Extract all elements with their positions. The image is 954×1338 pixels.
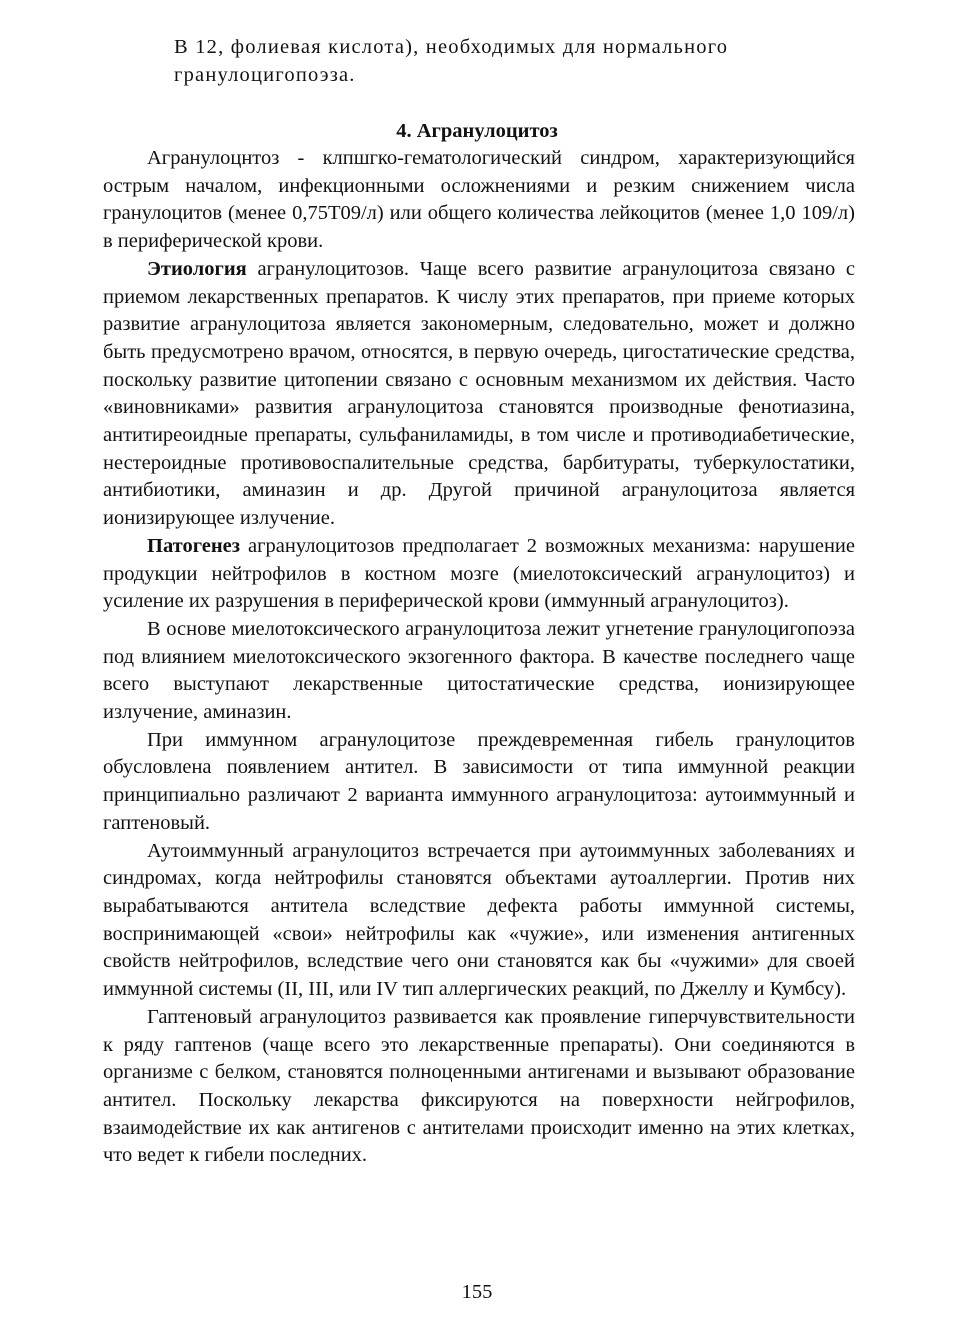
intro-line-2: гранулоцигопоэза. [174,63,356,86]
intro-text [174,34,855,89]
paragraph-lead-etiology: Этиология [147,257,247,280]
paragraph-immune [103,727,855,838]
paragraph-text: агранулоцитозов предполагает 2 возможных механизма: нарушение продукции нейтрофилов в костном мозге (миелотоксический агранулоцитоз) и усиление их разрушения в периферической крови (иммунный агранулоцитоз). [103,534,855,613]
section-heading: 4. Агранулоцитоз [396,120,558,142]
paragraph-text: Аутоиммунный агранулоцитоз встречается при аутоиммунных заболеваниях и синдромах, когда нейтрофилы становятся объектами аутоаллергии. Против них вырабатываются антитела вследствие дефекта работы иммунной системы, воспринимающей «свои» нейтрофилы как «чужие», или изменения антигенных свойств нейтрофилов, вследствие чего они становятся как бы «чужими» для своей иммунной системы (II, III, или IV тип аллергических реакций, по Джеллу и Кумбсу). [103,839,855,1001]
paragraph-text: В основе миелотоксического агранулоцитоза лежит угнетение гранулоцигопоэза под влиянием миелотоксического экзогенного фактора. В качестве последнего чаще всего выступают лекарственные цитостатические средства, ионизирующее излучение, аминазин. [103,617,855,724]
intro-line-1: В 12, фолиевая кислота), необходимых для нормального [174,36,729,58]
paragraph-text: Гаптеновый агранулоцитоз развивается как проявление гиперчувствительности к ряду гаптенов (чаще всего это лекарственные препараты). Они соединяются в организме с белком, становятся полноценными антигенами и вызывают образование антител. Поскольку лекарства фиксируются на поверхности нейгрофилов, взаимодействие их как антигенов с антителами происходит именно на этих клетках, что ведет к гибели последних. [103,1005,855,1167]
paragraph-hapten [103,1004,855,1170]
page-number: 155 [461,1281,493,1303]
paragraph-lead-pathogenesis: Патогенез [147,534,241,557]
paragraph-myelotoxic [103,616,855,727]
paragraph-text: При иммунном агранулоцитозе преждевременная гибель гранулоцитов обусловлена появлением антител. В зависимости от типа иммунной реакции принципиально различают 2 варианта иммунного агранулоцитоза: аутоиммунный и гаптеновый. [103,728,855,834]
paragraph-text: Агранулоцнтоз - клпшгко-гематологический синдром, характеризующийся острым началом, инфекционными осложнениями и резким снижением числа гранулоцитов (менее 0,75Т09/л) или общего количества лейкоцитов (менее 1,0 109/л) в периферической крови. [103,147,855,253]
paragraph-etiology [103,256,855,533]
paragraph-text: агранулоцитозов. Чаще всего развитие агранулоцитоза связано с приемом лекарственных препаратов. К числу этих препаратов, при приеме которых развитие агранулоцитоза является закономерным, следовательно, может и должно быть предусмотрено врачом, относятся, в первую очередь, цигостатические средства, поскольку развитие цитопении связано с основным механизмом их действия. Часто «виновниками» развития агранулоцитоза становятся производные фенотиазина, антитиреоидные препараты, сульфаниламиды, в том числе и противодиабетические, нестероидные противовоспалительные средства, барбитураты, туберкулостатики, антибиотики, аминазин и др. Другой причиной агранулоцитоза является ионизирующее излучение. [103,257,855,530]
section-body [103,145,855,1170]
paragraph-pathogenesis [103,533,855,616]
paragraph-autoimmune [103,838,855,1004]
paragraph-definition [103,145,855,256]
